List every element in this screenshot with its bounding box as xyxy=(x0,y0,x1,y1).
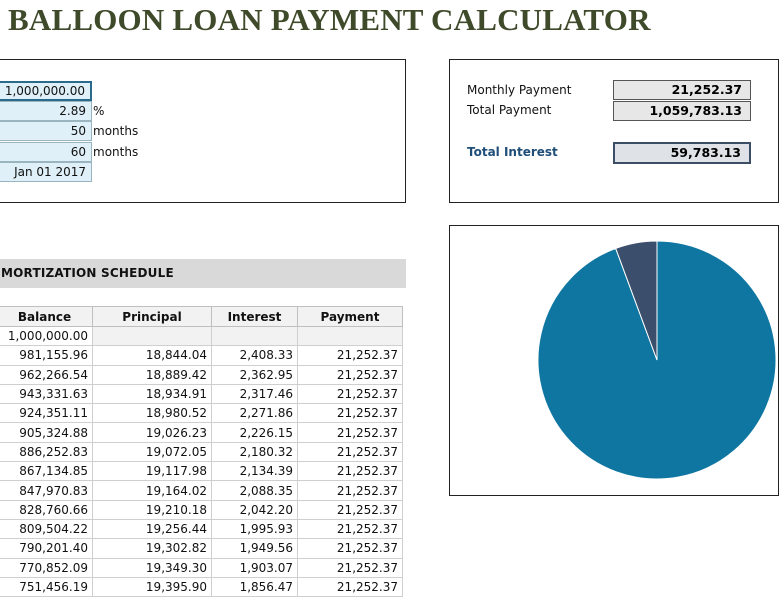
cell-payment[interactable]: 21,252.37 xyxy=(298,500,403,519)
amortization-term-input[interactable]: 50 xyxy=(0,121,92,141)
cell-balance[interactable]: 751,456.19 xyxy=(0,577,93,596)
cell-principal[interactable]: 18,844.04 xyxy=(93,346,212,365)
cell-principal[interactable]: 19,302.82 xyxy=(93,539,212,558)
cell-interest[interactable]: 2,362.95 xyxy=(212,365,298,384)
cell-interest[interactable]: 2,226.15 xyxy=(212,423,298,442)
cell-balance[interactable]: 924,351.11 xyxy=(0,404,93,423)
column-header-balance: Balance xyxy=(0,307,93,327)
amortization-term-unit: months xyxy=(93,124,139,138)
table-row xyxy=(0,423,403,442)
table-row xyxy=(0,577,403,596)
cell-balance[interactable]: 1,000,000.00 xyxy=(0,327,93,346)
column-header-payment: Payment xyxy=(298,307,403,327)
interest-pie-chart-panel xyxy=(449,225,779,496)
cell-interest[interactable]: 2,271.86 xyxy=(212,404,298,423)
cell-payment[interactable]: 21,252.37 xyxy=(298,442,403,461)
table-row xyxy=(0,327,403,346)
payment-summary-panel xyxy=(449,59,779,203)
cell-interest[interactable]: 2,408.33 xyxy=(212,346,298,365)
cell-interest[interactable]: 2,317.46 xyxy=(212,384,298,403)
cell-balance[interactable]: 790,201.40 xyxy=(0,539,93,558)
cell-principal[interactable]: 19,072.05 xyxy=(93,442,212,461)
cell-balance[interactable]: 943,331.63 xyxy=(0,384,93,403)
cell-balance[interactable]: 867,134.85 xyxy=(0,462,93,481)
cell-interest[interactable]: 2,088.35 xyxy=(212,481,298,500)
cell-payment[interactable]: 21,252.37 xyxy=(298,519,403,538)
cell-payment[interactable]: 21,252.37 xyxy=(298,462,403,481)
cell-interest[interactable]: 1,856.47 xyxy=(212,577,298,596)
monthly-payment-value[interactable]: 21,252.37 xyxy=(613,80,751,100)
amortization-schedule-header: MORTIZATION SCHEDULE xyxy=(0,259,406,288)
cell-interest[interactable] xyxy=(212,327,298,346)
table-row xyxy=(0,481,403,500)
cell-payment[interactable]: 21,252.37 xyxy=(298,384,403,403)
cell-payment[interactable]: 21,252.37 xyxy=(298,365,403,384)
cell-interest[interactable]: 1,903.07 xyxy=(212,558,298,577)
balloon-term-input[interactable]: 60 xyxy=(0,142,92,162)
cell-principal[interactable]: 18,889.42 xyxy=(93,365,212,384)
cell-principal[interactable]: 19,026.23 xyxy=(93,423,212,442)
balloon-term-unit: months xyxy=(93,145,139,159)
total-payment-value[interactable]: 1,059,783.13 xyxy=(613,101,751,121)
cell-principal[interactable]: 19,349.30 xyxy=(93,558,212,577)
cell-principal[interactable]: 18,934.91 xyxy=(93,384,212,403)
cell-payment[interactable]: 21,252.37 xyxy=(298,346,403,365)
table-header-row xyxy=(0,307,403,327)
cell-principal[interactable] xyxy=(93,327,212,346)
total-payment-label: Total Payment xyxy=(467,103,552,117)
cell-payment[interactable]: 21,252.37 xyxy=(298,481,403,500)
table-row xyxy=(0,500,403,519)
cell-balance[interactable]: 962,266.54 xyxy=(0,365,93,384)
monthly-payment-label: Monthly Payment xyxy=(467,83,572,97)
table-row xyxy=(0,462,403,481)
cell-interest[interactable]: 1,949.56 xyxy=(212,539,298,558)
table-row xyxy=(0,558,403,577)
table-row xyxy=(0,365,403,384)
table-row xyxy=(0,519,403,538)
loan-amount-input[interactable]: 1,000,000.00 xyxy=(0,81,92,101)
cell-balance[interactable]: 886,252.83 xyxy=(0,442,93,461)
cell-payment[interactable]: 21,252.37 xyxy=(298,423,403,442)
table-row xyxy=(0,346,403,365)
cell-payment[interactable]: 21,252.37 xyxy=(298,558,403,577)
loan-inputs-panel xyxy=(0,59,406,203)
column-header-interest: Interest xyxy=(212,307,298,327)
cell-principal[interactable]: 18,980.52 xyxy=(93,404,212,423)
cell-principal[interactable]: 19,256.44 xyxy=(93,519,212,538)
cell-payment[interactable]: 21,252.37 xyxy=(298,577,403,596)
cell-balance[interactable]: 809,504.22 xyxy=(0,519,93,538)
table-body xyxy=(0,327,403,597)
table-row xyxy=(0,384,403,403)
amortization-table xyxy=(0,306,403,597)
cell-payment[interactable]: 21,252.37 xyxy=(298,404,403,423)
cell-balance[interactable]: 905,324.88 xyxy=(0,423,93,442)
start-date-input[interactable]: Jan 01 2017 xyxy=(0,162,92,182)
cell-balance[interactable]: 981,155.96 xyxy=(0,346,93,365)
cell-payment[interactable]: 21,252.37 xyxy=(298,539,403,558)
cell-balance[interactable]: 770,852.09 xyxy=(0,558,93,577)
cell-principal[interactable]: 19,164.02 xyxy=(93,481,212,500)
table-row xyxy=(0,404,403,423)
cell-principal[interactable]: 19,117.98 xyxy=(93,462,212,481)
interest-rate-unit: % xyxy=(93,104,105,118)
cell-interest[interactable]: 2,134.39 xyxy=(212,462,298,481)
table-row xyxy=(0,539,403,558)
cell-balance[interactable]: 828,760.66 xyxy=(0,500,93,519)
cell-interest[interactable]: 1,995.93 xyxy=(212,519,298,538)
pie-chart xyxy=(450,226,780,497)
total-interest-value[interactable]: 59,783.13 xyxy=(613,142,751,164)
interest-rate-input[interactable]: 2.89 xyxy=(0,101,92,121)
cell-payment[interactable] xyxy=(298,327,403,346)
cell-principal[interactable]: 19,395.90 xyxy=(93,577,212,596)
cell-balance[interactable]: 847,970.83 xyxy=(0,481,93,500)
page-title: BALLOON LOAN PAYMENT CALCULATOR xyxy=(8,2,651,37)
cell-interest[interactable]: 2,042.20 xyxy=(212,500,298,519)
cell-interest[interactable]: 2,180.32 xyxy=(212,442,298,461)
total-interest-label: Total Interest xyxy=(467,145,558,159)
cell-principal[interactable]: 19,210.18 xyxy=(93,500,212,519)
column-header-principal: Principal xyxy=(93,307,212,327)
table-row xyxy=(0,442,403,461)
